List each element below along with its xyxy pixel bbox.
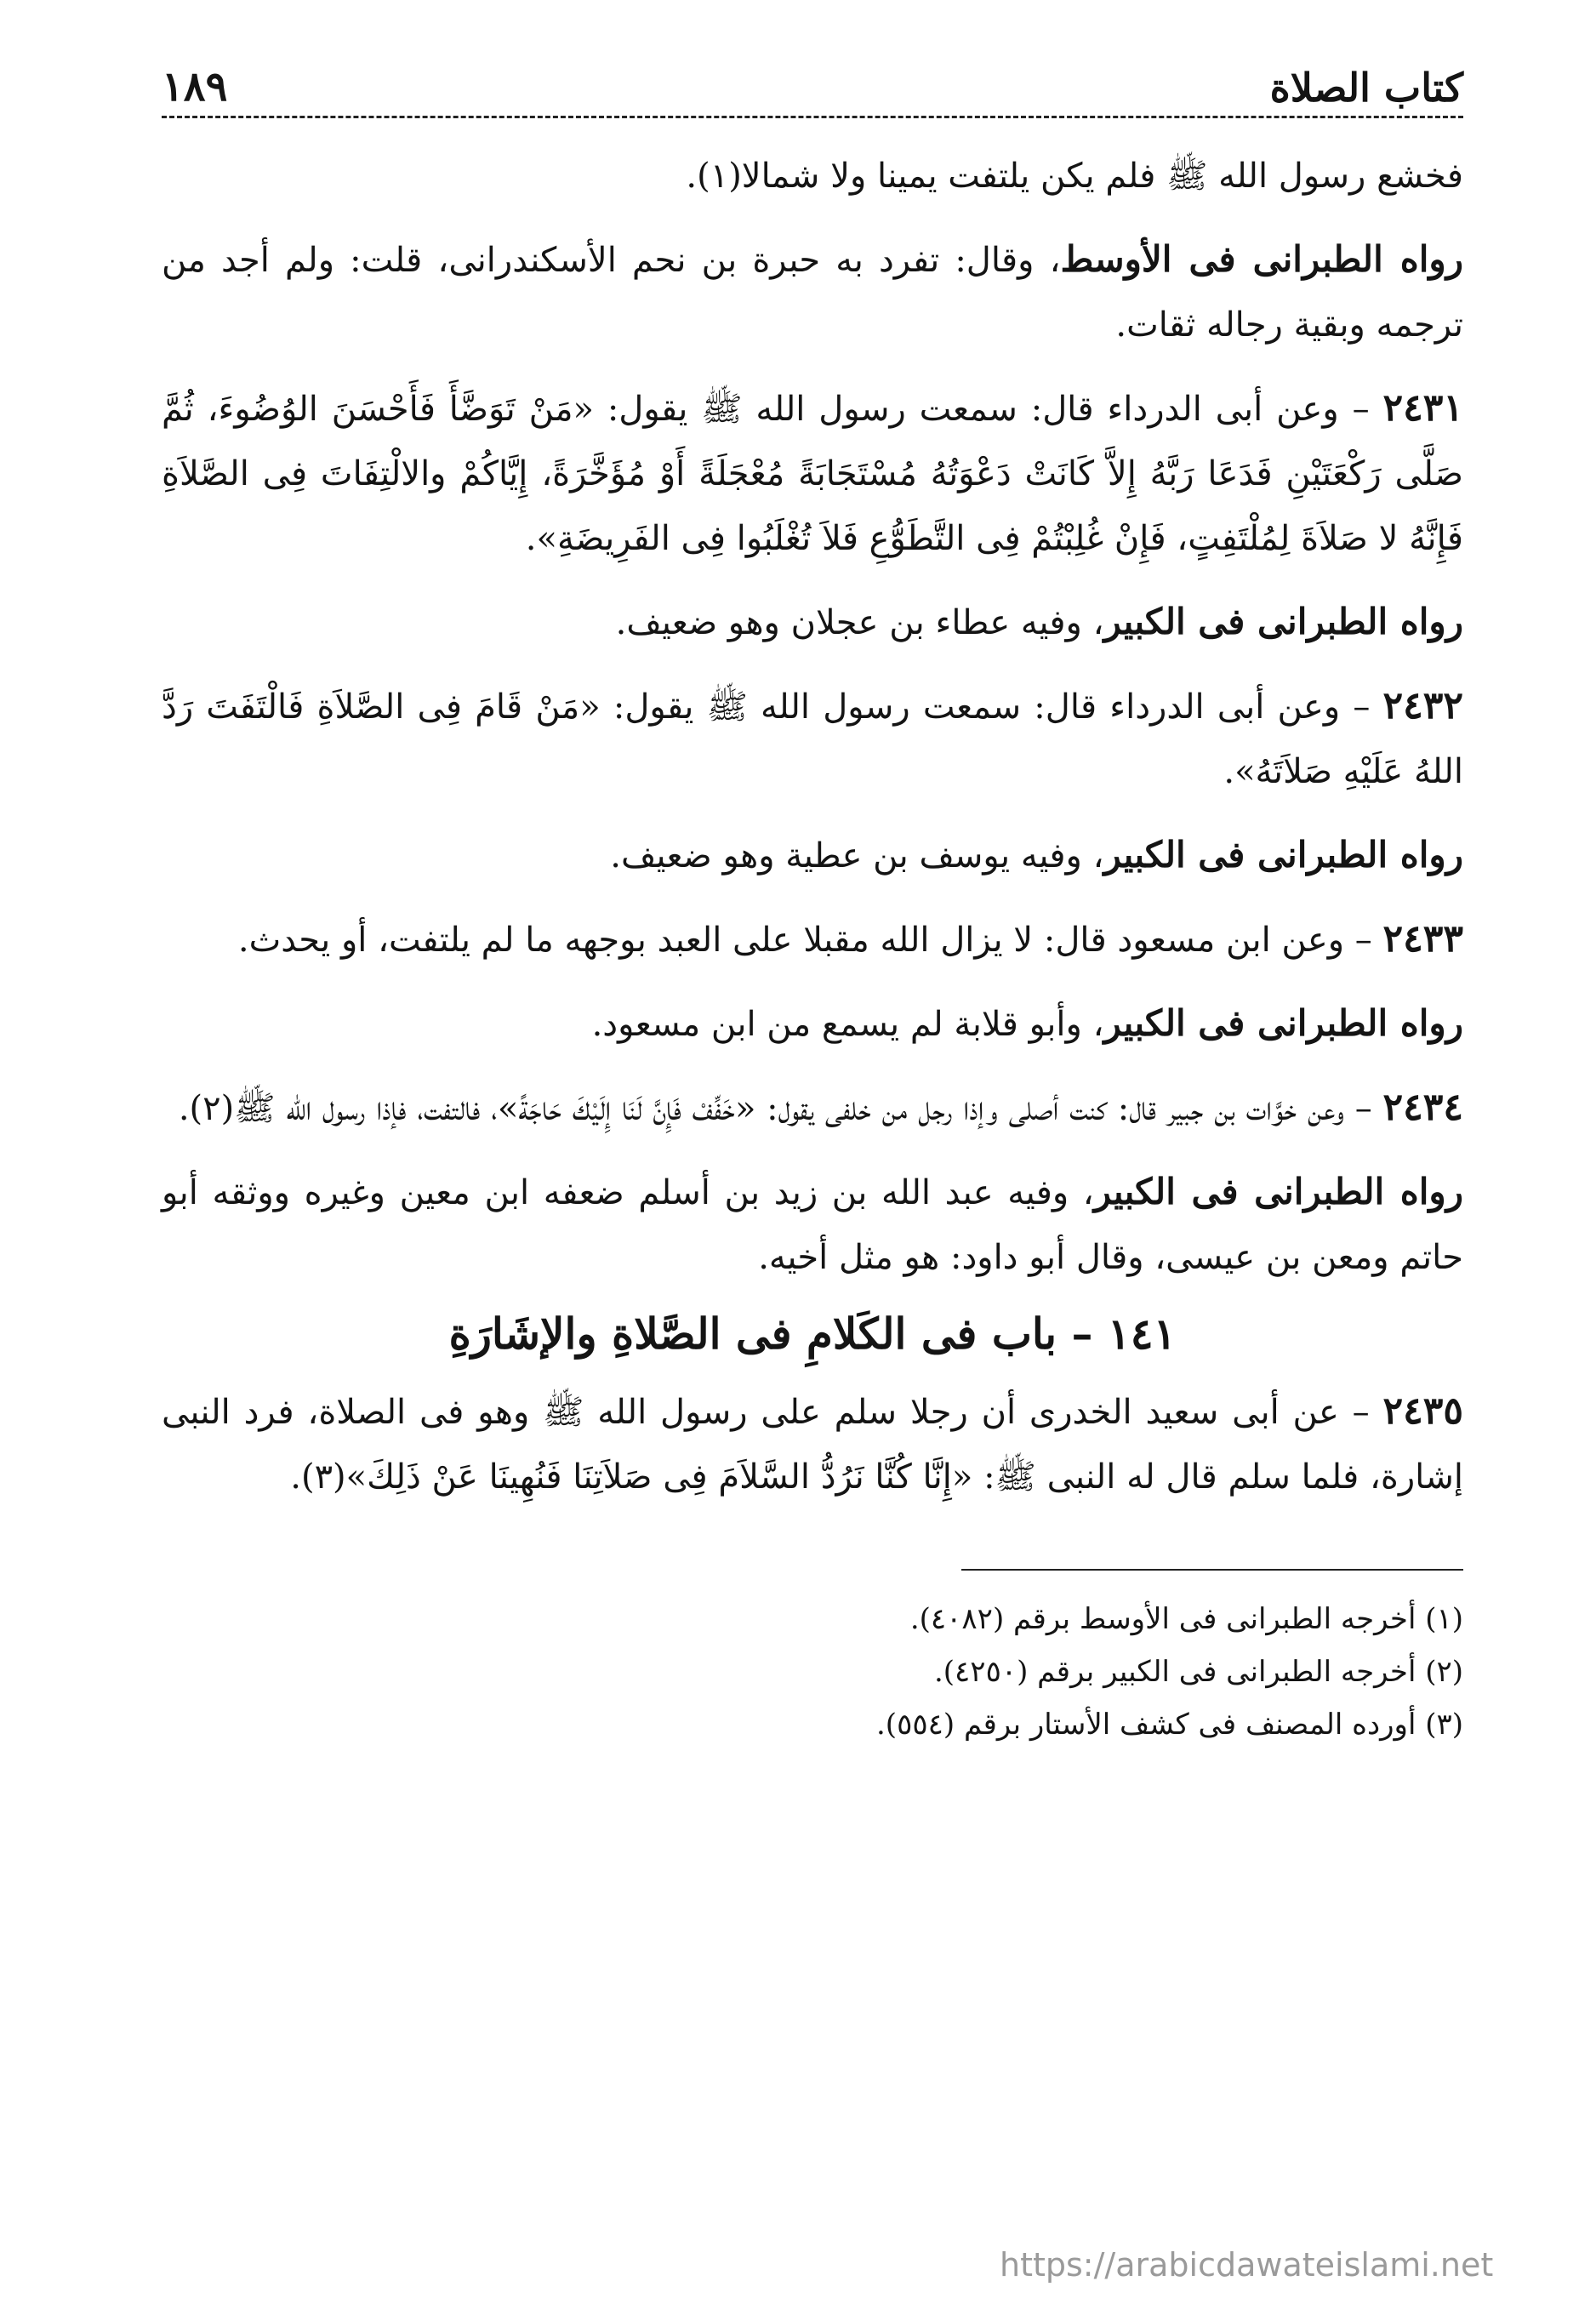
footnote: (٢) أخرجه الطبرانى فى الكبير برقم (٤٢٥٠). <box>933 1655 1463 1689</box>
hadith-paragraph <box>162 376 1463 571</box>
source-note <box>162 1160 1463 1290</box>
hadith-paragraph <box>162 1075 1463 1141</box>
source-note <box>162 991 1463 1057</box>
paragraph-text: ، وأبو قلابة لم يسمع من ابن مسعود. <box>591 1005 1104 1044</box>
source-citation: رواه الطبرانى فى الأوسط <box>1060 238 1463 280</box>
hadith-paragraph <box>162 1379 1463 1509</box>
paragraph-text: فخشع رسول الله ﷺ فلم يكن يلتفت يمينا ولا شمالا(١). <box>686 157 1463 196</box>
chapter-heading: ١٤١ – باب فى الكَلامِ فى الصَّلاةِ والإشَارَةِ <box>448 1309 1177 1359</box>
source-note <box>162 590 1463 655</box>
hadith-paragraph <box>162 674 1463 804</box>
paragraph-text: – وعن أبى الدرداء قال: سمعت رسول الله ﷺ يقول: «مَنْ قَامَ فِى الصَّلاَةِ فَالْتَفَتَ رَدَّ اللهُ عَلَيْهِ صَلاَتَهُ». <box>162 687 1463 791</box>
source-citation: رواه الطبرانى فى الكبير <box>1103 601 1463 642</box>
paragraph-text: – وعن ابن مسعود قال: لا يزال الله مقبلا على العبد بوجهه ما لم يلتفت، أو يحدث. <box>237 921 1383 960</box>
paragraph-text: ، وفيه عطاء بن عجلان وهو ضعيف. <box>615 603 1104 642</box>
book-page <box>162 51 1463 2263</box>
source-citation: رواه الطبرانى فى الكبير <box>1103 834 1463 875</box>
paragraph-text: ، وقال: تفرد به حبرة بن نحم الأسكندرانى، قلت: ولم أجد من ترجمه وبقية رجاله ثقات. <box>162 241 1463 345</box>
paragraph-text: ، وفيه عبد الله بن زيد بن أسلم ضعفه ابن معين وغيره ووثقه أبو حاتم ومعن بن عيسى، وقال أبو داود: هو مثل أخيه. <box>162 1173 1463 1277</box>
hadith-number: ٢٤٣٤ <box>1382 1086 1463 1129</box>
source-citation: رواه الطبرانى فى الكبير <box>1103 1002 1463 1044</box>
page-body <box>162 144 1463 1509</box>
source-note <box>162 823 1463 888</box>
paragraph-text: – وعن أبى الدرداء قال: سمعت رسول الله ﷺ يقول: «مَنْ تَوَضَّأَ فَأَحْسَنَ الوُضُوءَ، ثُمَّ صَلَّى رَكْعَتَيْنِ فَدَعَا رَبَّهُ إِلاَّ كَانَتْ دَعْوَتُهُ مُسْتَجَابَةً مُعْجَلَةً أَوْ مُؤَخَّرَةً، إِيَّاكُمْ والالْتِفَاتَ فِى الصَّلاَةِ فَإِنَّهُ لا صَلاَةَ لِمُلْتَفِتٍ، فَإِنْ غُلِبْتُمْ فِى التَّطَوُّعِ فَلاَ تُغْلَبُوا فِى الفَرِيضَةِ». <box>162 390 1464 558</box>
paragraph-text: – وعن خوَّات بن جبير قال: كنت أصلى وإذا رجل من خلفى يقول: «خَفِّفْ فَإِنَّ لَنَا إِلَيْكَ حَاجَةً»، فالتفت، فإذا رسول الله ﷺ(٢). <box>178 1089 1383 1128</box>
hadith-number: ٢٤٣٢ <box>1382 684 1463 727</box>
text-paragraph <box>162 144 1463 208</box>
paragraph-text: ، وفيه يوسف بن عطية وهو ضعيف. <box>610 836 1104 875</box>
footnote-separator <box>961 1569 1463 1571</box>
hadith-paragraph <box>162 907 1463 972</box>
footnote: (١) أخرجه الطبرانى فى الأوسط برقم (٤٠٨٢). <box>909 1602 1463 1636</box>
source-citation: رواه الطبرانى فى الكبير <box>1093 1171 1463 1212</box>
paragraph-text: – عن أبى سعيد الخدرى أن رجلا سلم على رسول الله ﷺ وهو فى الصلاة، فرد النبى إشارة، فلما سلم قال له النبى ﷺ: «إِنَّا كُنَّا نَرُدُّ السَّلاَمَ فِى صَلاَتِنَا فَنُهِينَا عَنْ ذَلِكَ»(٣). <box>162 1393 1463 1497</box>
footnote: (٣) أورده المصنف فى كشف الأستار برقم (٥٥٤). <box>876 1708 1463 1742</box>
source-note <box>162 227 1463 357</box>
page-number: ١٨٩ <box>162 63 228 111</box>
page-header <box>162 51 1463 118</box>
hadith-number: ٢٤٣٥ <box>1382 1389 1463 1433</box>
hadith-number: ٢٤٣١ <box>1382 386 1463 430</box>
book-title: كتاب الصلاة <box>1269 65 1463 111</box>
hadith-number: ٢٤٣٣ <box>1382 917 1463 961</box>
watermark-url: https://arabicdawateislami.net <box>1000 2246 1494 2284</box>
footnotes <box>162 1593 1463 1751</box>
